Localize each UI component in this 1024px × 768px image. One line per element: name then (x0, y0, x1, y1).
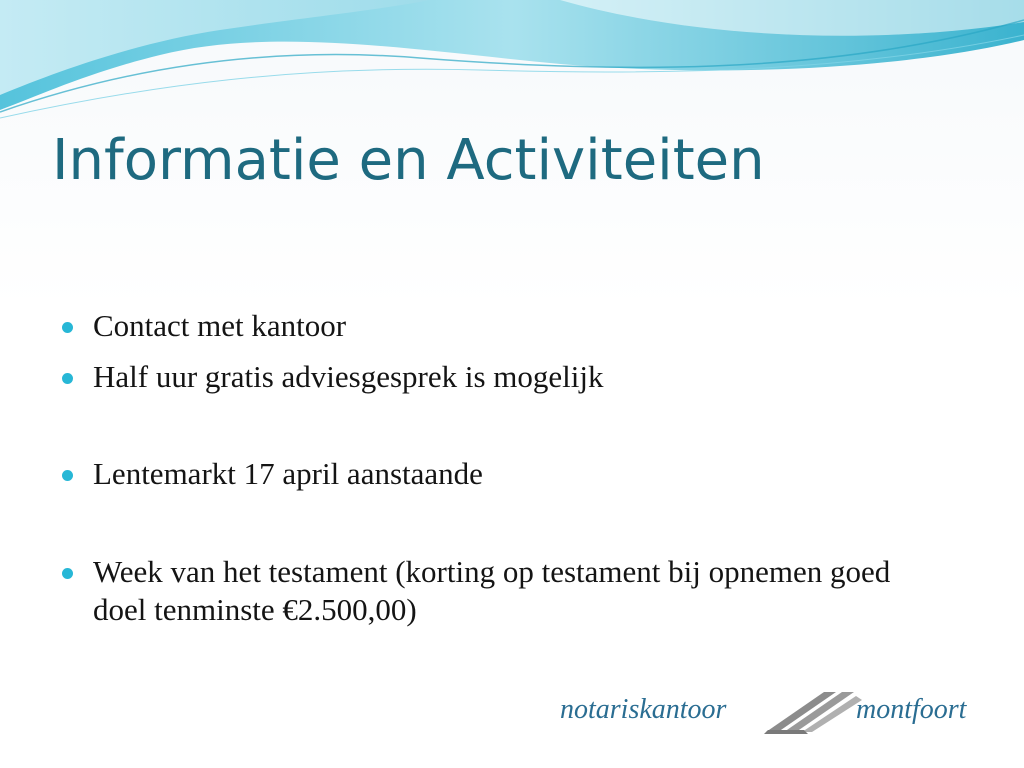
bullet-text: Contact met kantoor (93, 308, 347, 343)
bullet-icon (62, 373, 73, 384)
bullet-icon (62, 568, 73, 579)
bullet-text: Half uur gratis adviesgesprek is mogelijk (93, 359, 604, 394)
bullet-text: Lentemarkt 17 april aanstaande (93, 456, 483, 491)
logo-mark-icon (764, 686, 864, 736)
page-title: Informatie en Activiteiten (52, 128, 765, 193)
logo-text-left: notariskantoor (560, 694, 727, 725)
bullet-text: Week van het testament (korting op testament bij opnemen goed doel tenminste €2.500,00) (93, 554, 891, 627)
company-logo (536, 656, 1024, 768)
bullet-icon (62, 322, 73, 333)
bullet-icon (62, 470, 73, 481)
header-wave-decoration (0, 0, 1024, 120)
logo-text-right: montfoort (856, 694, 967, 725)
